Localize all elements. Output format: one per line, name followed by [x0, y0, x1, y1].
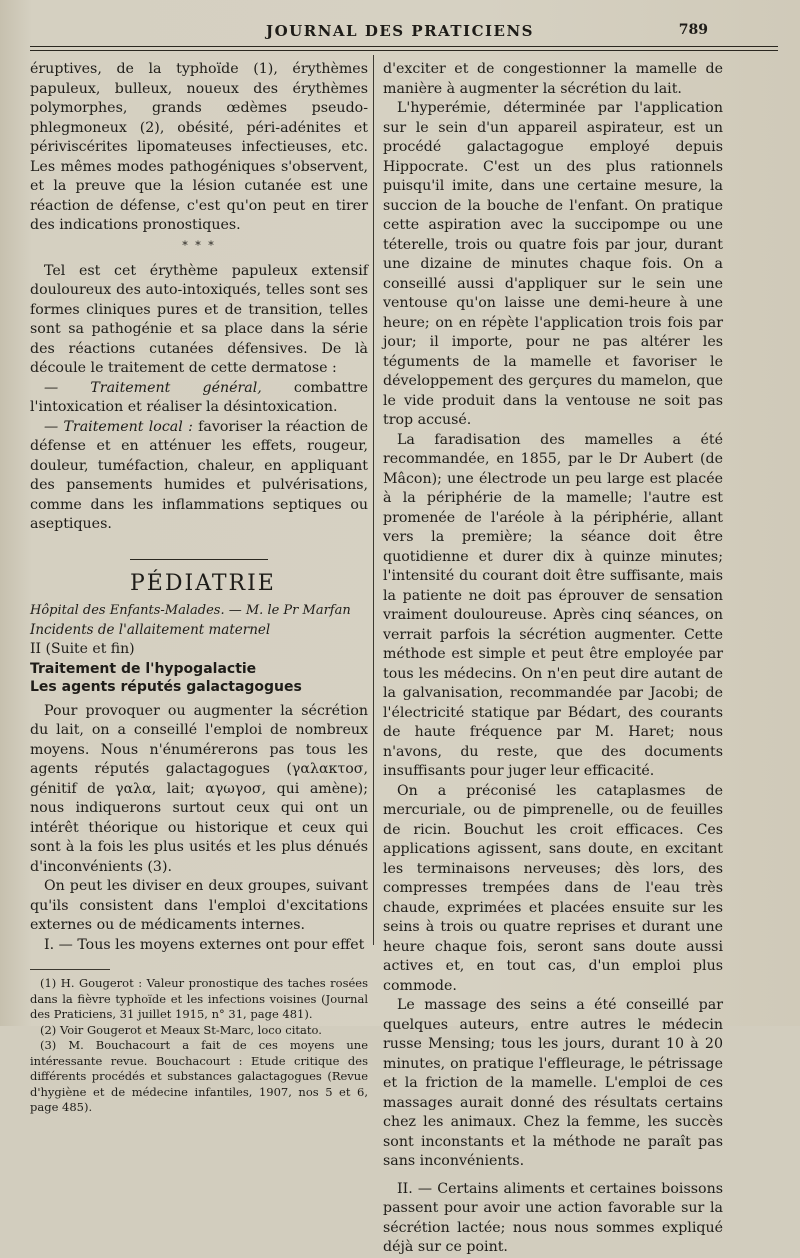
- page-header: [0, 16, 800, 46]
- left-column: [30, 60, 368, 1116]
- paragraph-groups: On peut les diviser en deux groupes, suivant qu'ils consistent dans l'emploi d'excitations externes ou de médicaments internes.: [30, 878, 368, 933]
- footnotes-rule: [30, 969, 110, 970]
- footnotes: [30, 976, 368, 1116]
- paragraph-local-treatment: [30, 418, 368, 535]
- paragraph-hyperemia: L'hyperémie, déterminée par l'application sur le sein d'un appareil aspirateur, est un procédé galactagogue employé depuis Hippocrate. C'est un des plus rationnels puisqu'il imite, dans une certaine mesure, la succion de la bouche de l'enfant. On pratique cette aspiration avec la succipompe ou une téterelle, trois ou quatre fois par jour, durant une dizaine de minutes chaque fois. On a conseillé aussi d'appliquer sur le sein une ventouse qu'on laisse une demi-heure à une heure; on en répète l'application trois fois par jour; il importe, pour ne pas altérer les téguments de la mamelle et favoriser le développement des gerçures du mamelon, que le vide produit dans la ventouse ne soit pas trop accusé.: [383, 100, 723, 428]
- article-title-line-2: Les agents réputés galactagogues: [30, 678, 302, 695]
- paragraph-erythema: Tel est cet érythème papuleux extensif douloureux des auto-intoxiqués, telles sont ses formes cliniques pures et de transition, telles sont sa pathogénie et sa place dans la série des réactions cutanées défensives. De là découle le traitement de cette dermatose :: [30, 262, 368, 376]
- footnote-3: (3) M. Bouchacourt a fait de ces moyens une intéressante revue. Bouchacourt : Etude critique des différents procédés et substances galactagogues (Revue d'hygiène et de médecine infantiles, 1907, nos 5 et 6, page 485).: [30, 1038, 368, 1114]
- paragraph-general-treatment: [30, 379, 368, 418]
- column-divider: [373, 55, 374, 945]
- paragraph-external-means: I. — Tous les moyens externes ont pour effet: [44, 936, 365, 953]
- section-title-text: PÉDIATRIE: [130, 570, 276, 596]
- hospital-line: Hôpital des Enfants-Malades. — M. le Pr Marfan: [30, 603, 351, 618]
- general-treatment-label: — Traitement général,: [44, 379, 262, 396]
- paragraph-galactagogues-intro: Pour provoquer ou augmenter la sécrétion du lait, on a conseillé l'emploi de nombreux moyens. Nous n'énumérerons pas tous les agents réputés galactagogues (γαλακτοσ, génitif de γαλα, lait; αγωγοσ, qui amène); nous indiquerons surtout ceux qui ont un intérêt théorique ou historique et ceux qui sont à la fois les plus usités et les plus dénués d'inconvénients (3).: [30, 702, 368, 875]
- local-treatment-text: favoriser la réaction de défense et en atténuer les effets, rougeur, douleur, tuméfaction, chaleur, en appliquant des pansements humides et pulvérisations, comme dans les inflammations septiques ou aseptiques.: [30, 418, 368, 532]
- paragraph-cataplasms: On a préconisé les cataplasmes de mercuriale, ou de pimprenelle, ou de feuilles de ricin. Bouchut les croit efficaces. Ces applications agissent, sans doute, en excitant les terminaisons nerveuses; dès lors, des compresses trempées dans de l'eau très chaude, exprimées et placées ensuite sur les seins à trois ou quatre reprises et durant une heure chaque fois, seront sans doute aussi actives et, en tout cas, d'un emploi plus commode.: [383, 782, 723, 994]
- asterism: * * *: [182, 238, 216, 252]
- article-subtitle: Incidents de l'allaitement maternel: [30, 621, 271, 638]
- footnote-1: (1) H. Gougerot : Valeur pronostique des taches rosées dans la fièvre typhoïde et les infections voisines (Journal des Praticiens, 31 juillet 1915, n° 31, page 481).: [30, 976, 368, 1021]
- paragraph-faradisation: La faradisation des mamelles a été recommandée, en 1855, par le Dr Aubert (de Mâcon); une électrode un peu large est placée à la périphérie de la mamelle; l'autre est promenée de l'aréole à la périphérie, allant vers la première; la séance doit être quotidienne et durer dix à quinze minutes; l'intensité du courant doit être suffisante, mais la patiente ne doit pas éprouver de sensation vraiment douloureuse. Après cinq séances, on verrait parfois la sécrétion augmenter. Cette méthode est simple et peut être employée par tous les médecins. On n'en peut dire autant de la galvanisation, recommandée par Jacobi; de l'électricité statique par Bédart, des courants de haute fréquence par M. Haret; nous n'avons, du reste, que des documents insuffisants pour juger leur efficacité.: [383, 431, 723, 779]
- paragraph-eruptions: éruptives, de la typhoïde (1), érythèmes papuleux, bulleux, noueux des érythèmes polymorphes, grands œdèmes pseudo-phlegmoneux (2), obésité, péri-adénites et périviscérites lipomateuses infectieuses, etc. Les mêmes modes pathogéniques s'observent, et la preuve que la lésion cutanée est une réaction de défense, c'est qu'on peut en tirer des indications pronostiques.: [30, 61, 368, 233]
- paragraph-foods: II. — Certains aliments et certaines boissons passent pour avoir une action favorable sur la sécrétion lactée; nous nous sommes expliqué déjà sur ce point.: [383, 1180, 723, 1255]
- article-title-line-1: Traitement de l'hypogalactie: [30, 660, 257, 677]
- paragraph-excite: d'exciter et de congestionner la mamelle de manière à augmenter la sécrétion du lait.: [383, 61, 723, 97]
- local-treatment-label: — Traitement local :: [44, 418, 193, 435]
- header-rule: [30, 46, 778, 47]
- section-title: [130, 559, 276, 596]
- general-treatment-text: combattre l'intoxication et réaliser la désintoxication.: [30, 379, 368, 415]
- paragraph-massage: Le massage des seins a été conseillé par quelques auteurs, entre autres le médecin russe Mensing; tous les jours, durant 10 à 20 minutes, on pratique l'effleurage, le pétrissage et la friction de la mamelle. L'emploi de ces massages aurait donné des résultats certains chez les animaux. Chez la femme, les succès sont inconstants et la méthode ne paraît pas sans inconvénients.: [383, 997, 723, 1169]
- header-rule-secondary: [30, 50, 778, 51]
- running-title: JOURNAL DES PRATICIENS: [266, 22, 534, 40]
- right-column: [383, 60, 723, 1258]
- article-chapter: II (Suite et fin): [30, 641, 135, 657]
- footnote-2: (2) Voir Gougerot et Meaux St-Marc, loco citato.: [40, 1022, 322, 1037]
- page-number: 789: [678, 22, 708, 38]
